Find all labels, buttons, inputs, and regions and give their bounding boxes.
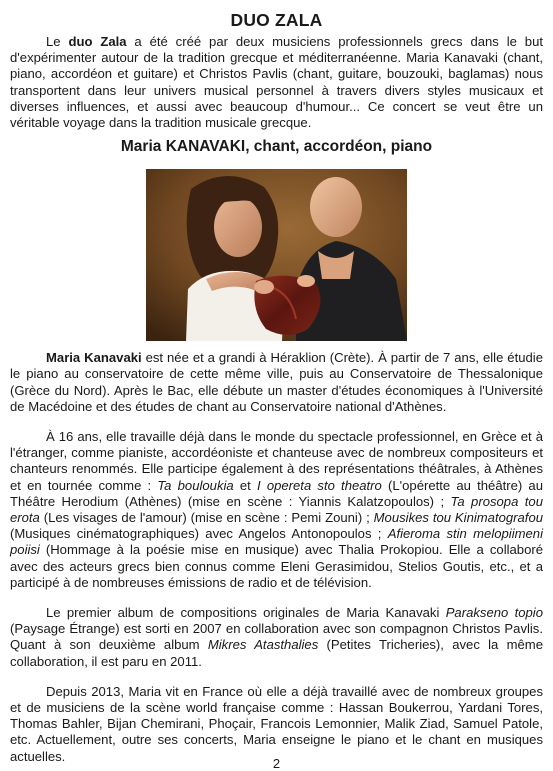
intro-paragraph xyxy=(10,34,543,131)
bio-2-text-d: (Les visages de l'amour) (mise en scène : Pemi Zouni) ; xyxy=(39,510,374,526)
bio-3-text-c: (Petites Tricheries), avec la même collaboration, il est paru en 2011. xyxy=(10,637,543,669)
duo-photo xyxy=(146,169,407,341)
bio-2-text-c: (L'opérette au théâtre) au Théâtre Herodium (Athènes) (mise en scène : Yiannis Kalatzopoulos) ; xyxy=(10,477,543,509)
bio-2-text-b: et xyxy=(233,477,257,493)
show-title-1: Ta bouloukia xyxy=(157,477,234,493)
intro-text-start: Le xyxy=(46,34,69,49)
album-title-2: Mikres Atasthalies xyxy=(207,637,319,653)
bio-paragraph-2 xyxy=(10,429,543,591)
bio-paragraph-4 xyxy=(10,684,543,765)
bio-2-text-f: (Hommage à la poésie mise en musique) avec Thalia Prokopiou. Elle a collaboré avec des acteurs grecs bien connus comme Eleni Gerasimidou, Stelios Goutis, etc., et a participé à de nombreuses émissions de radio et de télévision. xyxy=(10,542,543,590)
show-title-2: I opereta sto theatro xyxy=(257,477,382,493)
show-title-5: Afieroma stin melopiimeni poiisi xyxy=(10,526,543,558)
show-title-3: Ta prosopa tou erota xyxy=(10,493,543,526)
bio-3-text-b: (Paysage Étrange) est sorti en 2007 en collaboration avec son compagnon Christos Pavlis. Quant à son deuxième album xyxy=(10,621,543,653)
bio-paragraph-1 xyxy=(10,350,543,415)
section-subtitle: Maria KANAVAKI, chant, accordéon, piano xyxy=(120,138,433,156)
bio-4-text: Depuis 2013, Maria vit en France où elle a déjà travaillé avec de nombreux groupes et de musiciens de la scène world française comme : Hassan Boukerrou, Yardani Tores, Thomas Bahler, Bijan Chemirani, Phoçair, Francois Lemonnier, Malik Ziad, Samuel Patole, etc. Actuellement, outre ses concerts, Maria enseigne le piano et le chant en musiques actuelles. xyxy=(10,683,543,764)
duo-name: duo Zala xyxy=(68,34,127,49)
bio-3-text-a: Le premier album de compositions originales de Maria Kanavaki xyxy=(46,605,446,621)
album-title-1: Parakseno topio xyxy=(445,605,543,621)
page-number: 2 xyxy=(272,756,281,771)
bio-2-text-e: (Musiques cinématographiques) avec Angelos Antonopoulos ; xyxy=(10,526,388,542)
artist-name: Maria Kanavaki xyxy=(46,350,142,366)
bio-paragraph-3 xyxy=(10,605,543,670)
show-title-4: Mousikes tou Kinimatografou xyxy=(373,510,544,526)
bio-2-text-a: À 16 ans, elle travaille déjà dans le monde du spectacle professionnel, en Grèce et à l'étranger, comme pianiste, accordéoniste et chanteuse avec de nombreux compositeurs et chanteurs renommés. Elle participe également à des représentations théâtrales, à Athènes et en tournée comme : xyxy=(10,429,543,493)
intro-text-rest: a été créé par deux musiciens professionnels grecs dans le but d'expérimenter autour de la tradition grecque et méditerranéenne. Maria Kanavaki (chant, piano, accordéon et guitare) et Christos Pavlis (chant, guitare, bouzouki, baglamas) nous transportent dans leur univers musical personnel à travers divers styles musicaux et diverses influences, et aussi avec beaucoup d'humour... Ce concert se veut être un véritable voyage dans la tradition musicale grecque. xyxy=(10,34,543,131)
document-page xyxy=(10,10,543,765)
bio-1-text: est née et a grandi à Héraklion (Crète). À partir de 7 ans, elle étudie le piano au conservatoire de cette même ville, puis au Conservatoire de Thessalonique (Grèce du Nord). Après le Bac, elle débute un master d'études économiques à l'Université de Macédoine et des études de chant au Conservatoire national d'Athènes. xyxy=(10,350,543,414)
page-title: DUO ZALA xyxy=(230,10,323,30)
